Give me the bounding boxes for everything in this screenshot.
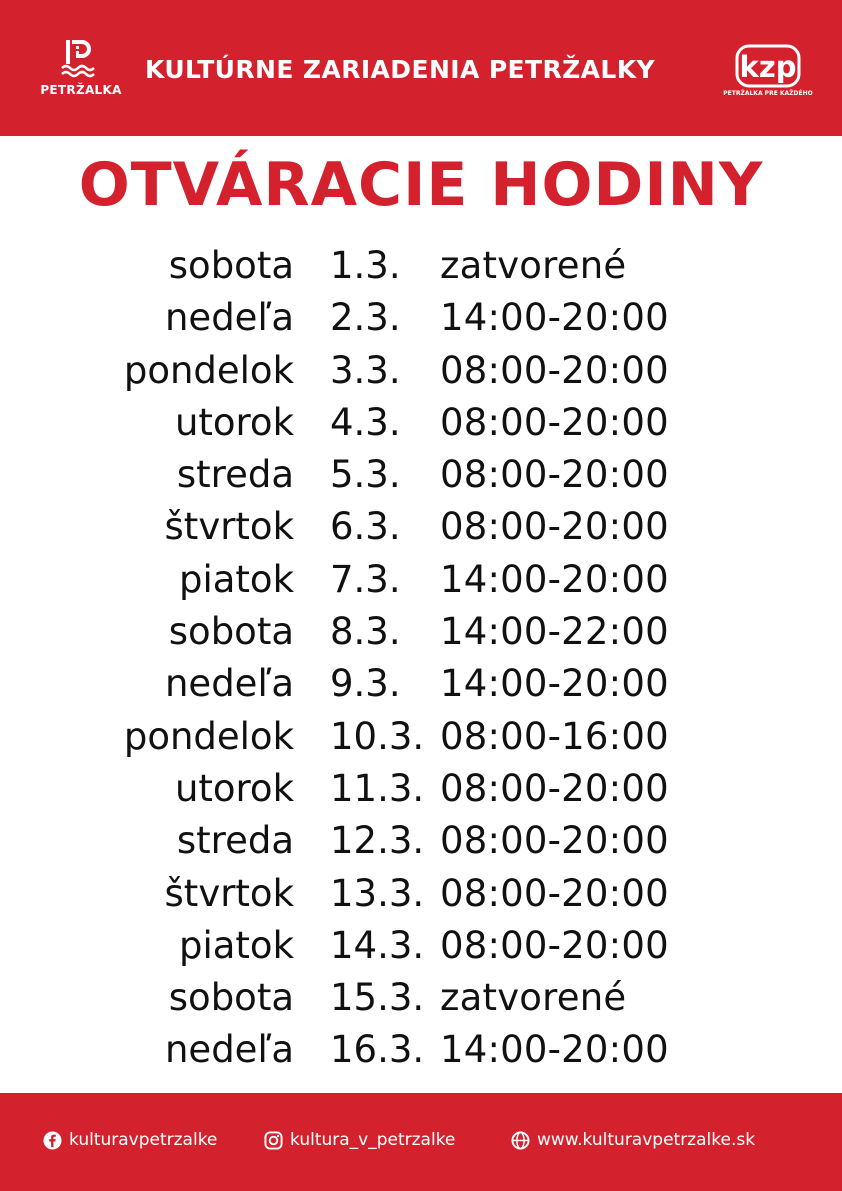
schedule-row bbox=[0, 815, 842, 867]
hours-label: 08:00-20:00 bbox=[440, 766, 669, 810]
schedule-row bbox=[0, 397, 842, 449]
globe-icon bbox=[511, 1131, 530, 1150]
schedule-row bbox=[0, 554, 842, 606]
kzp-logo-tagline: PETRŽALKA PRE KAŽDÉHO bbox=[723, 90, 813, 97]
website-link[interactable] bbox=[511, 1129, 755, 1151]
date-label: 13.3. bbox=[330, 871, 425, 915]
date-label: 6.3. bbox=[330, 505, 401, 549]
hours-label: 08:00-20:00 bbox=[440, 923, 669, 967]
header-banner bbox=[0, 0, 842, 136]
day-label: nedeľa bbox=[164, 296, 294, 340]
schedule-row bbox=[0, 972, 842, 1024]
date-label: 4.3. bbox=[330, 400, 401, 444]
schedule-row bbox=[0, 920, 842, 972]
schedule-row bbox=[0, 711, 842, 763]
website-label: www.kulturavpetrzalke.sk bbox=[537, 1130, 756, 1150]
day-label: nedeľa bbox=[164, 662, 294, 706]
day-label: streda bbox=[176, 453, 294, 497]
petrzalka-logo-text: PETRŽALKA bbox=[40, 83, 122, 97]
kzp-logo bbox=[723, 44, 813, 100]
date-label: 14.3. bbox=[330, 923, 425, 967]
facebook-icon bbox=[43, 1131, 62, 1150]
instagram-label: kultura_v_petrzalke bbox=[290, 1130, 456, 1150]
date-label: 11.3. bbox=[330, 766, 425, 810]
schedule-row bbox=[0, 763, 842, 815]
day-label: pondelok bbox=[123, 348, 294, 392]
date-label: 9.3. bbox=[330, 662, 401, 706]
day-label: utorok bbox=[174, 766, 294, 810]
date-label: 5.3. bbox=[330, 453, 401, 497]
schedule-row bbox=[0, 345, 842, 397]
hours-label: 08:00-20:00 bbox=[440, 505, 669, 549]
hours-label: 14:00-20:00 bbox=[440, 557, 669, 601]
hours-label: 08:00-20:00 bbox=[440, 348, 669, 392]
organization-name: KULTÚRNE ZARIADENIA PETRŽALKY bbox=[145, 55, 656, 84]
day-label: sobota bbox=[168, 976, 294, 1020]
hours-label: 14:00-22:00 bbox=[440, 610, 669, 654]
facebook-link[interactable] bbox=[43, 1129, 217, 1151]
date-label: 2.3. bbox=[330, 296, 401, 340]
date-label: 8.3. bbox=[330, 610, 401, 654]
instagram-icon bbox=[264, 1131, 283, 1150]
petrzalka-emblem-icon bbox=[60, 38, 102, 80]
date-label: 1.3. bbox=[330, 244, 401, 287]
schedule-row bbox=[0, 449, 842, 501]
day-label: štvrtok bbox=[164, 871, 294, 915]
day-label: pondelok bbox=[123, 714, 294, 758]
schedule-row bbox=[0, 606, 842, 658]
day-label: piatok bbox=[178, 923, 294, 967]
schedule-row bbox=[0, 292, 842, 344]
schedule-row bbox=[0, 1024, 842, 1076]
schedule-row bbox=[0, 240, 842, 292]
hours-label: 08:00-16:00 bbox=[440, 714, 669, 758]
day-label: sobota bbox=[168, 610, 294, 654]
petrzalka-logo bbox=[40, 38, 122, 104]
date-label: 15.3. bbox=[330, 976, 425, 1020]
hours-label: 08:00-20:00 bbox=[440, 453, 669, 497]
day-label: utorok bbox=[174, 400, 294, 444]
date-label: 16.3. bbox=[330, 1028, 425, 1072]
hours-label: 14:00-20:00 bbox=[440, 662, 669, 706]
date-label: 12.3. bbox=[330, 819, 425, 863]
hours-label: 08:00-20:00 bbox=[440, 819, 669, 863]
hours-label: 14:00-20:00 bbox=[440, 1028, 669, 1072]
hours-label: 08:00-20:00 bbox=[440, 400, 669, 444]
hours-label: 08:00-20:00 bbox=[440, 871, 669, 915]
hours-label: zatvorené bbox=[440, 976, 627, 1020]
hours-label: zatvorené bbox=[440, 244, 627, 287]
schedule-row bbox=[0, 658, 842, 710]
day-label: sobota bbox=[168, 244, 294, 287]
page-title: OTVÁRACIE HODINY bbox=[78, 150, 764, 220]
hours-label: 14:00-20:00 bbox=[440, 296, 669, 340]
footer-banner bbox=[0, 1093, 842, 1191]
day-label: piatok bbox=[178, 557, 294, 601]
date-label: 7.3. bbox=[330, 557, 401, 601]
day-label: štvrtok bbox=[164, 505, 294, 549]
day-label: streda bbox=[176, 819, 294, 863]
date-label: 10.3. bbox=[330, 714, 425, 758]
day-label: nedeľa bbox=[164, 1028, 294, 1072]
date-label: 3.3. bbox=[330, 348, 401, 392]
kzp-logo-text: kzp bbox=[739, 50, 797, 84]
instagram-link[interactable] bbox=[264, 1129, 455, 1151]
schedule-row bbox=[0, 868, 842, 920]
schedule-row bbox=[0, 501, 842, 553]
facebook-label: kulturavpetrzalke bbox=[69, 1130, 218, 1150]
opening-hours-list bbox=[0, 240, 842, 1077]
